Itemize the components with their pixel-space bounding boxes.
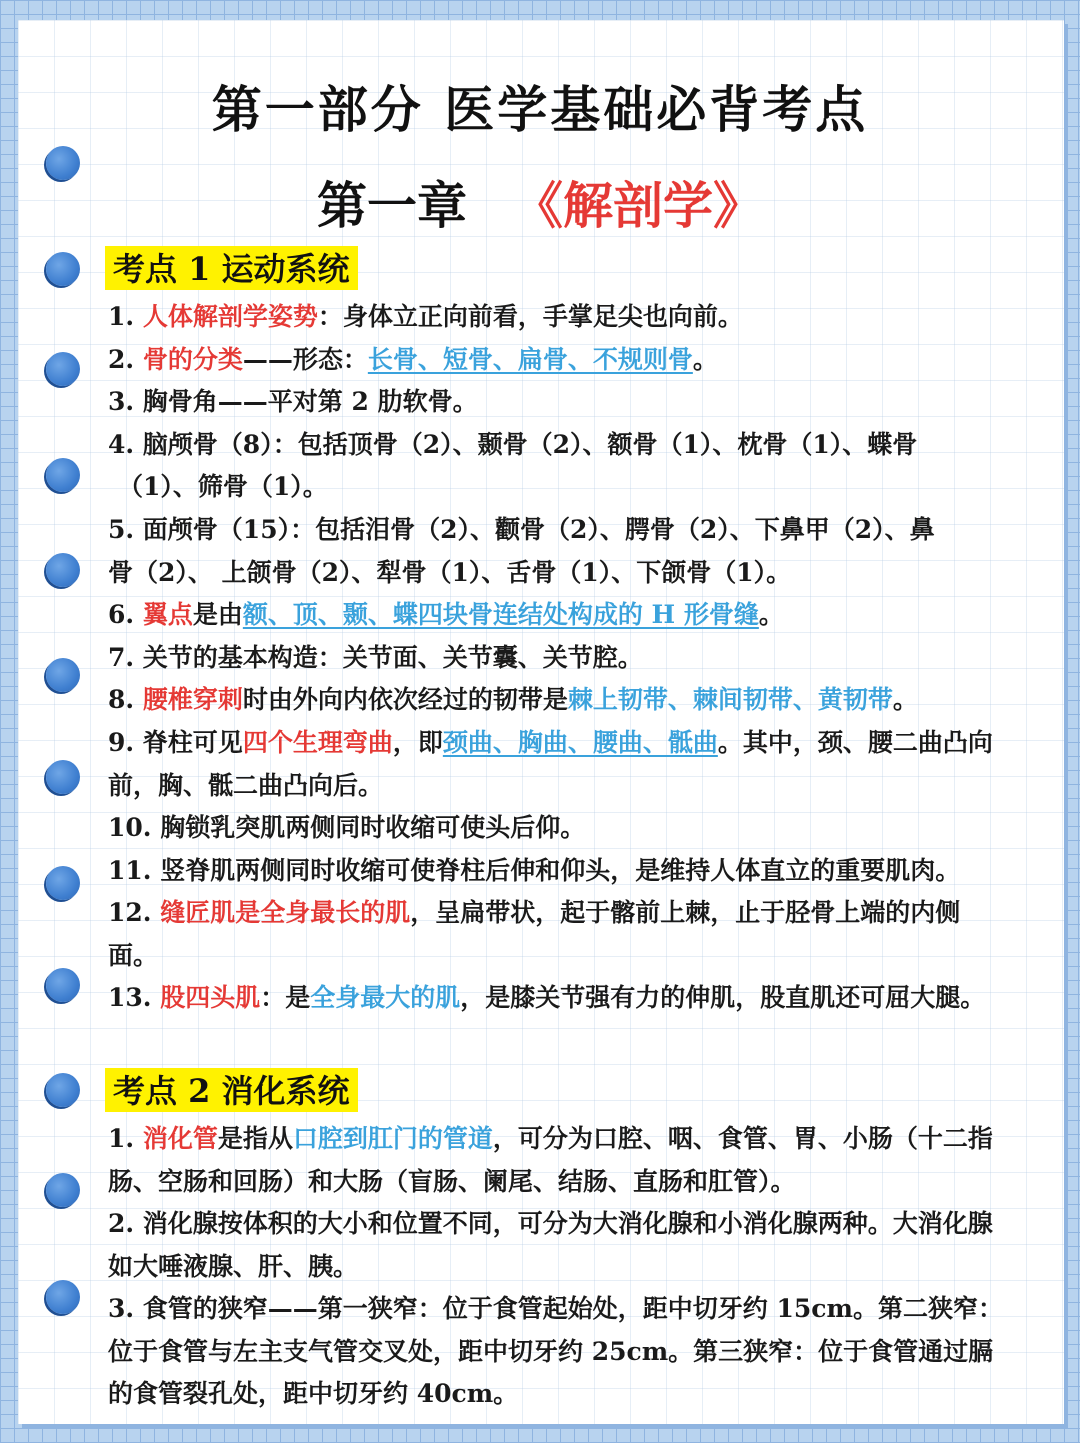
list-item: 7. 关节的基本构造：关节面、关节囊、关节腔。	[108, 643, 643, 672]
binder-hole-icon	[46, 1280, 80, 1314]
list-item: 11. 竖脊肌两侧同时收缩可使脊柱后伸和仰头，是维持人体直立的重要肌肉。	[108, 856, 961, 885]
list-item: 1. 人体解剖学姿势：身体立正向前看，手掌足尖也向前。	[108, 302, 743, 331]
list-item-continuation: 的食管裂孔处，距中切牙约 40cm。	[108, 1379, 519, 1408]
list-item: 8. 腰椎穿刺时由外向内依次经过的韧带是棘上韧带、棘间韧带、黄韧带。	[108, 685, 918, 714]
section-heading-motor-system: 考点 1 运动系统	[105, 246, 358, 290]
page-title: 第一部分 医学基础必背考点	[211, 80, 869, 139]
list-item-continuation: 骨（2）、 上颌骨（2）、犁骨（1）、舌骨（1）、下颌骨（1）。	[108, 558, 792, 587]
binder-hole-icon	[46, 1173, 80, 1207]
list-item: 5. 面颅骨（15）：包括泪骨（2）、颧骨（2）、腭骨（2）、下鼻甲（2）、鼻	[108, 515, 935, 544]
list-item: 10. 胸锁乳突肌两侧同时收缩可使头后仰。	[108, 813, 586, 842]
list-item: 13. 股四头肌：是全身最大的肌，是膝关节强有力的伸肌，股直肌还可屈大腿。	[108, 983, 986, 1012]
list-item: 4. 脑颅骨（8）：包括顶骨（2）、颞骨（2）、额骨（1）、枕骨（1）、蝶骨	[108, 430, 918, 459]
binder-hole-icon	[46, 252, 80, 286]
list-item-continuation: 面。	[108, 941, 159, 970]
list-item-continuation: 肠、空肠和回肠）和大肠（盲肠、阑尾、结肠、直肠和肛管）。	[108, 1167, 796, 1196]
chapter-title	[0, 166, 1080, 238]
binder-hole-icon	[46, 760, 80, 794]
list-item: 12. 缝匠肌是全身最长的肌，呈扁带状，起于髂前上棘，止于胫骨上端的内侧	[108, 898, 961, 927]
list-item-continuation: 位于食管与左主支气管交叉处，距中切牙约 25cm。第三狭窄：位于食管通过膈	[108, 1337, 994, 1366]
chapter-name: 《解剖学》	[513, 176, 763, 235]
chapter-prefix: 第一章	[317, 176, 467, 235]
binder-hole-icon	[46, 458, 80, 492]
list-item: 1. 消化管是指从口腔到肛门的管道，可分为口腔、咽、食管、胃、小肠（十二指	[108, 1124, 993, 1153]
list-item-continuation: 如大唾液腺、肝、胰。	[108, 1252, 359, 1281]
list-item: 2. 消化腺按体积的大小和位置不同，可分为大消化腺和小消化腺两种。大消化腺	[108, 1209, 993, 1238]
list-item: 9. 脊柱可见四个生理弯曲，即颈曲、胸曲、腰曲、骶曲。其中，颈、腰二曲凸向	[108, 728, 993, 757]
binder-hole-icon	[46, 658, 80, 692]
list-item: 2. 骨的分类——形态：长骨、短骨、扁骨、不规则骨。	[108, 345, 718, 374]
section-heading-digestive-system: 考点 2 消化系统	[105, 1068, 358, 1112]
binder-hole-icon	[46, 866, 80, 900]
list-item: 6. 翼点是由额、顶、颞、蝶四块骨连结处构成的 H 形骨缝。	[108, 600, 784, 629]
binder-hole-icon	[46, 1073, 80, 1107]
list-item-continuation: 前，胸、骶二曲凸向后。	[108, 771, 384, 800]
list-item-continuation: （1）、筛骨（1）。	[118, 472, 328, 501]
binder-hole-icon	[46, 968, 80, 1002]
binder-hole-icon	[46, 553, 80, 587]
list-item: 3. 胸骨角——平对第 2 肋软骨。	[108, 387, 478, 416]
binder-hole-icon	[46, 352, 80, 386]
list-item: 3. 食管的狭窄——第一狭窄：位于食管起始处，距中切牙约 15cm。第二狭窄：	[108, 1294, 1003, 1323]
